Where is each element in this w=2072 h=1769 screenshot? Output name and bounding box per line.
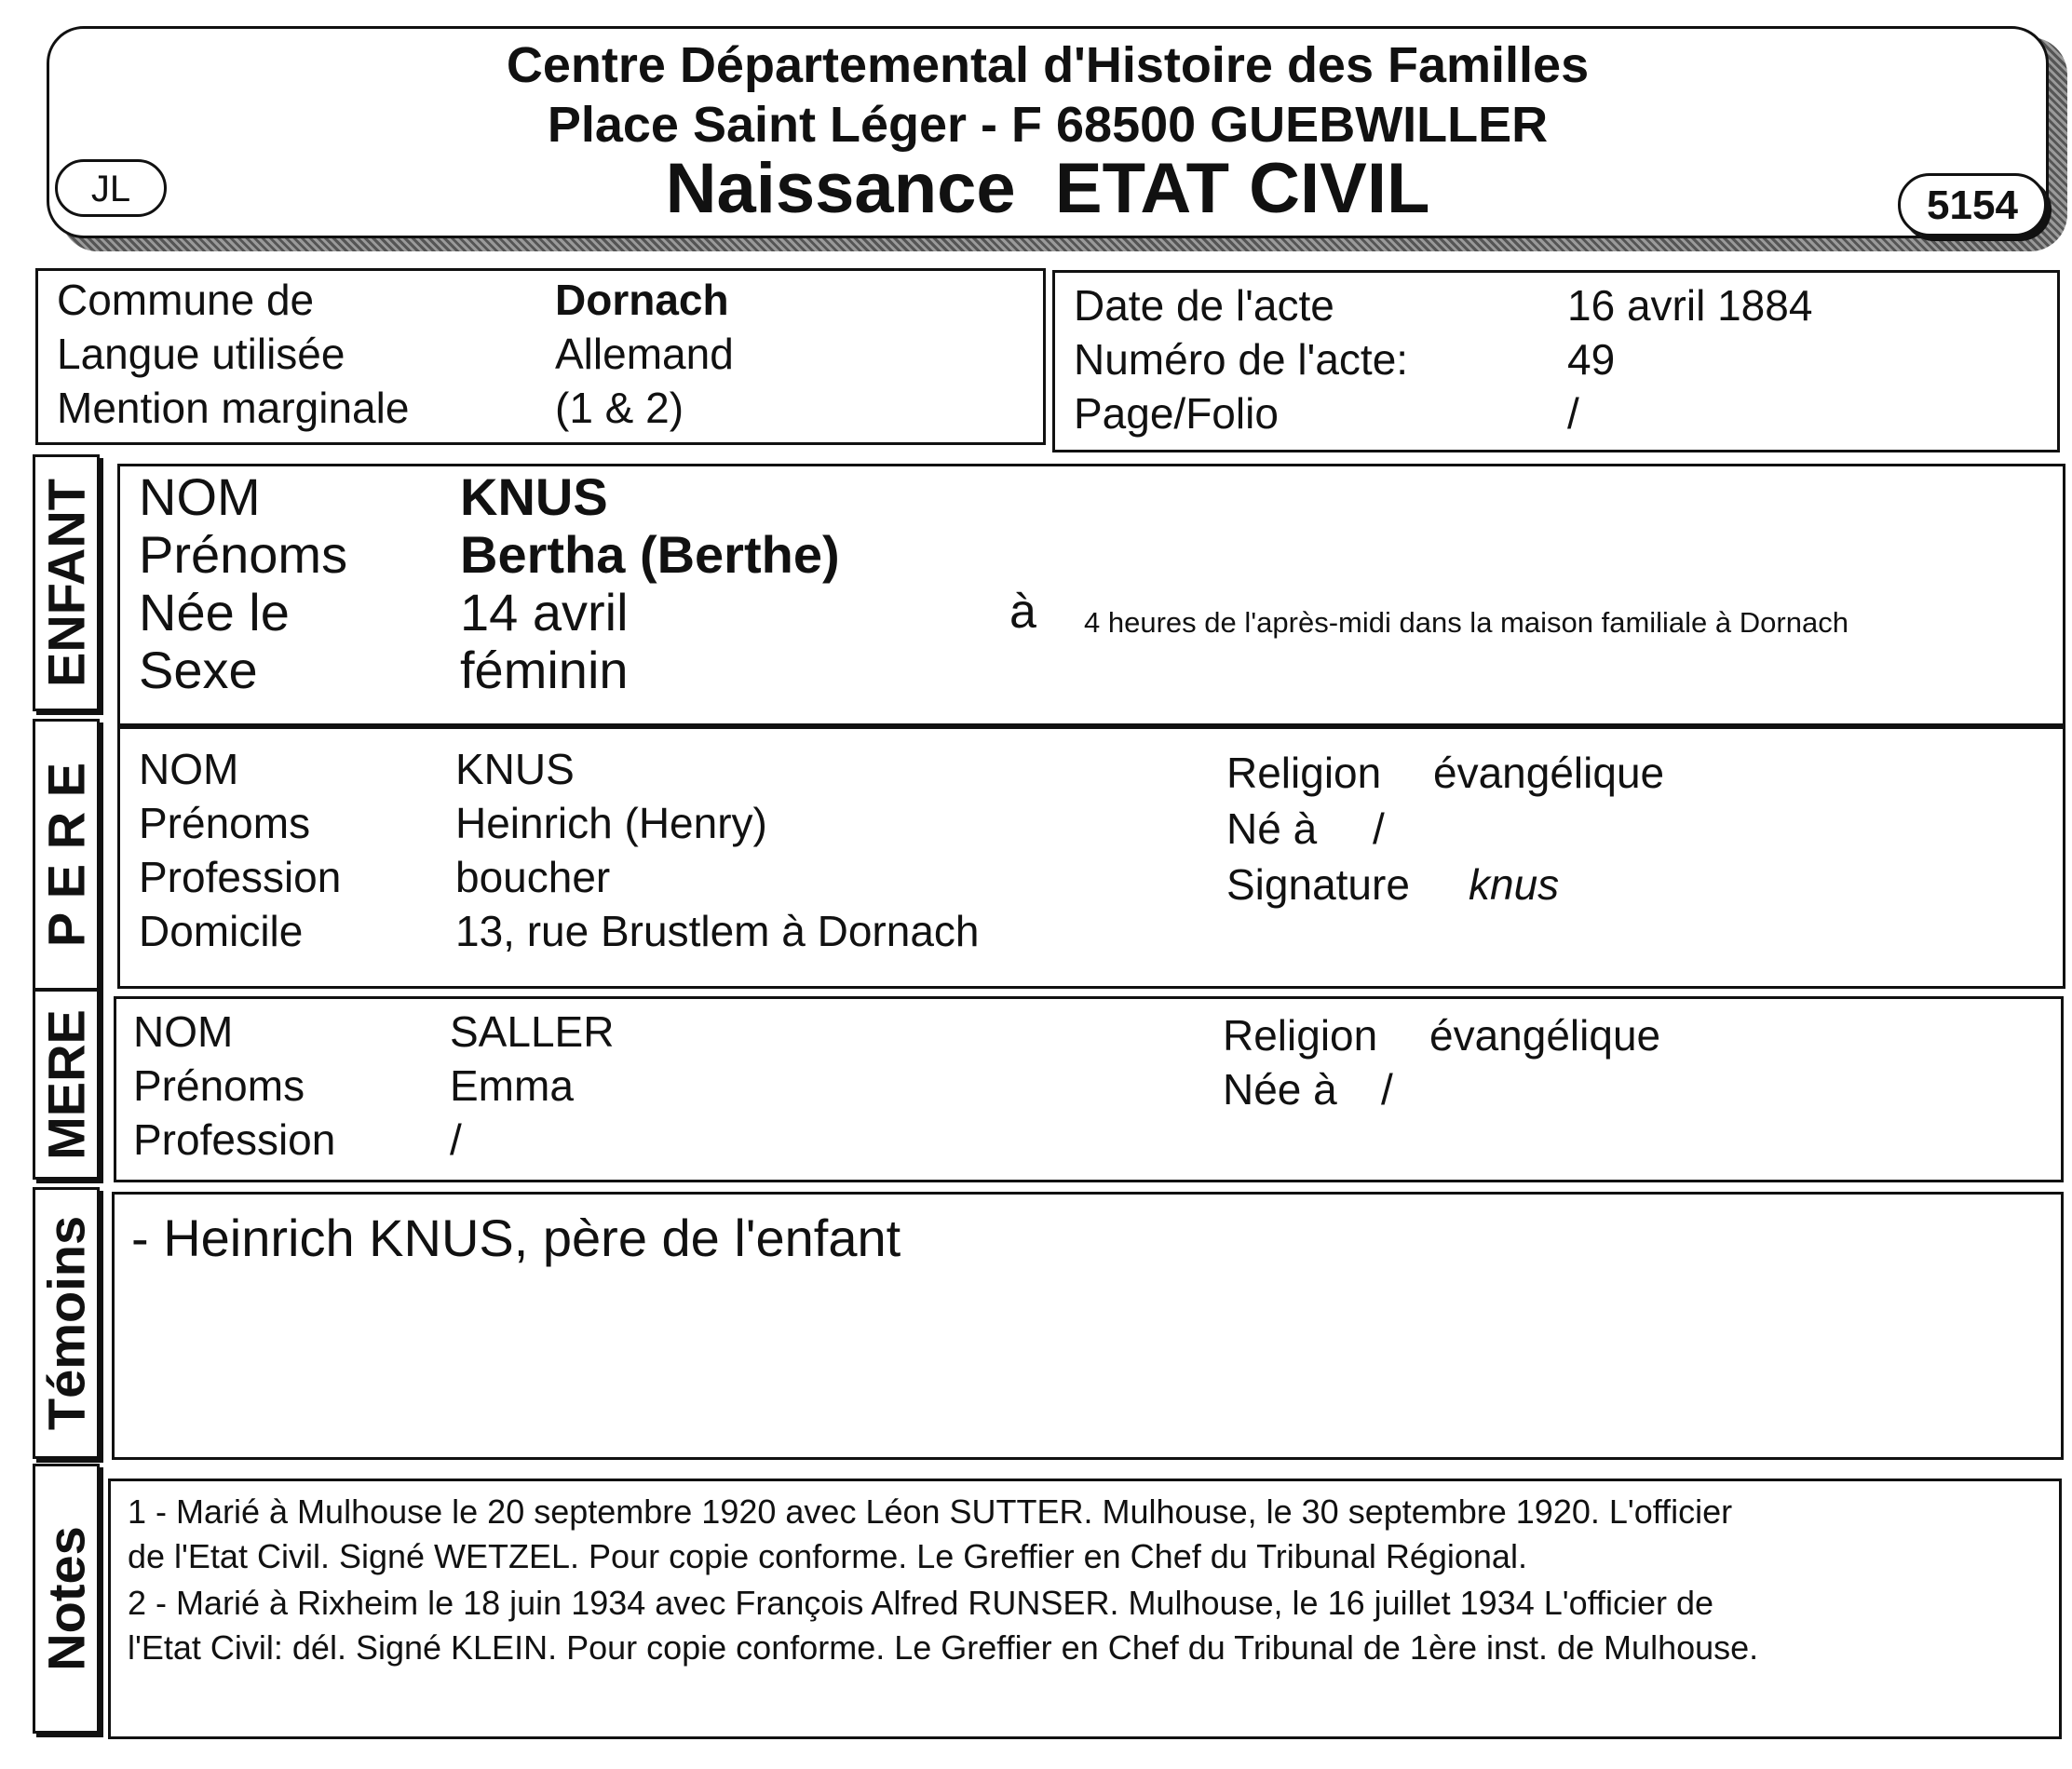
temoins-section-tab — [33, 1187, 100, 1459]
pere-signature-value: knus — [1469, 860, 1560, 909]
notes-section-label: Notes — [36, 1526, 96, 1671]
temoin-line-1: - Heinrich KNUS, père de l'enfant — [131, 1209, 901, 1267]
date-label: Date de l'acte — [1074, 281, 1334, 330]
pere-section-label: P E R E — [36, 762, 96, 948]
langue-value: Allemand — [555, 330, 734, 378]
note-line-4: l'Etat Civil: dél. Signé KLEIN. Pour copie conforme. Le Greffier en Chef du Tribunal de 1ère inst. de Mulhouse. — [128, 1628, 1759, 1667]
mere-profession-value: / — [450, 1115, 462, 1164]
enfant-prenoms-label: Prénoms — [139, 525, 348, 584]
enfant-nom-label: NOM — [139, 467, 261, 526]
enfant-sexe-label: Sexe — [139, 641, 258, 699]
mention-value: (1 & 2) — [555, 384, 684, 432]
numero-value: 49 — [1567, 335, 1616, 384]
pere-prenoms-label: Prénoms — [139, 799, 311, 847]
record-number-badge: 5154 — [1898, 173, 2047, 236]
mere-section-label: MERE — [36, 1008, 96, 1160]
mere-profession-label: Profession — [133, 1115, 336, 1164]
pere-religion-label: Religion — [1226, 749, 1382, 797]
page-label: Page/Folio — [1074, 389, 1279, 438]
temoins-section-label: Témoins — [36, 1215, 96, 1431]
enfant-lieu-value: 4 heures de l'après-midi dans la maison familiale à Dornach — [1084, 606, 1849, 639]
pere-religion-value: évangélique — [1433, 749, 1665, 797]
acte-box — [1052, 270, 2060, 452]
enfant-box — [117, 464, 2065, 726]
header-address: Place Saint Léger - F 68500 GUEBWILLER — [547, 97, 1549, 153]
commune-label: Commune de — [57, 276, 315, 324]
pere-section-tab — [33, 719, 100, 991]
pere-ne-label: Né à — [1226, 804, 1318, 853]
header-panel — [47, 26, 2049, 238]
pere-prenoms-value: Heinrich (Henry) — [455, 799, 767, 847]
temoins-box — [112, 1192, 2064, 1460]
mere-prenoms-value: Emma — [450, 1061, 574, 1110]
date-value: 16 avril 1884 — [1567, 281, 1813, 330]
pere-signature-label: Signature — [1226, 860, 1410, 909]
langue-label: Langue utilisée — [57, 330, 345, 378]
mere-religion-value: évangélique — [1429, 1011, 1661, 1060]
pere-nom-label: NOM — [139, 745, 239, 793]
note-line-2: de l'Etat Civil. Signé WETZEL. Pour copie conforme. Le Greffier en Chef du Tribunal Régional. — [128, 1537, 1527, 1575]
enfant-nee-label: Née le — [139, 583, 290, 641]
initials-badge: JL — [55, 159, 167, 217]
pere-domicile-label: Domicile — [139, 907, 304, 955]
mere-section-tab — [33, 989, 100, 1180]
mention-label: Mention marginale — [57, 384, 410, 432]
commune-box — [35, 268, 1046, 445]
mere-nee-label: Née à — [1223, 1065, 1337, 1114]
notes-box — [108, 1479, 2062, 1739]
notes-section-tab — [33, 1464, 100, 1734]
mere-religion-label: Religion — [1223, 1011, 1378, 1060]
note-line-1: 1 - Marié à Mulhouse le 20 septembre 1920 avec Léon SUTTER. Mulhouse, le 30 septembre 1920. L'officier — [128, 1492, 1733, 1531]
mere-nom-value: SALLER — [450, 1007, 615, 1056]
pere-profession-value: boucher — [455, 853, 611, 901]
mere-prenoms-label: Prénoms — [133, 1061, 305, 1110]
pere-profession-label: Profession — [139, 853, 342, 901]
enfant-nee-value: 14 avril — [460, 583, 629, 641]
pere-ne-value: / — [1373, 804, 1385, 853]
mere-box — [114, 996, 2064, 1182]
mere-nom-label: NOM — [133, 1007, 234, 1056]
enfant-section-tab — [33, 454, 100, 711]
enfant-nom-value: KNUS — [460, 467, 608, 526]
enfant-section-label: ENFANT — [36, 479, 96, 687]
header-institution: Centre Départemental d'Histoire des Familles — [506, 37, 1590, 93]
enfant-a-label: à — [1009, 585, 1036, 639]
pere-domicile-value: 13, rue Brustlem à Dornach — [455, 907, 980, 955]
pere-nom-value: KNUS — [455, 745, 575, 793]
numero-label: Numéro de l'acte: — [1074, 335, 1409, 384]
page-title: Naissance ETAT CIVIL — [665, 149, 1430, 228]
note-line-3: 2 - Marié à Rixheim le 18 juin 1934 avec François Alfred RUNSER. Mulhouse, le 16 juillet 1934 L'officier de — [128, 1584, 1714, 1622]
commune-value: Dornach — [555, 276, 729, 324]
mere-nee-value: / — [1381, 1065, 1393, 1114]
page-value: / — [1567, 389, 1579, 438]
pere-box — [117, 726, 2065, 989]
enfant-prenoms-value: Bertha (Berthe) — [460, 525, 840, 584]
enfant-sexe-value: féminin — [460, 641, 629, 699]
